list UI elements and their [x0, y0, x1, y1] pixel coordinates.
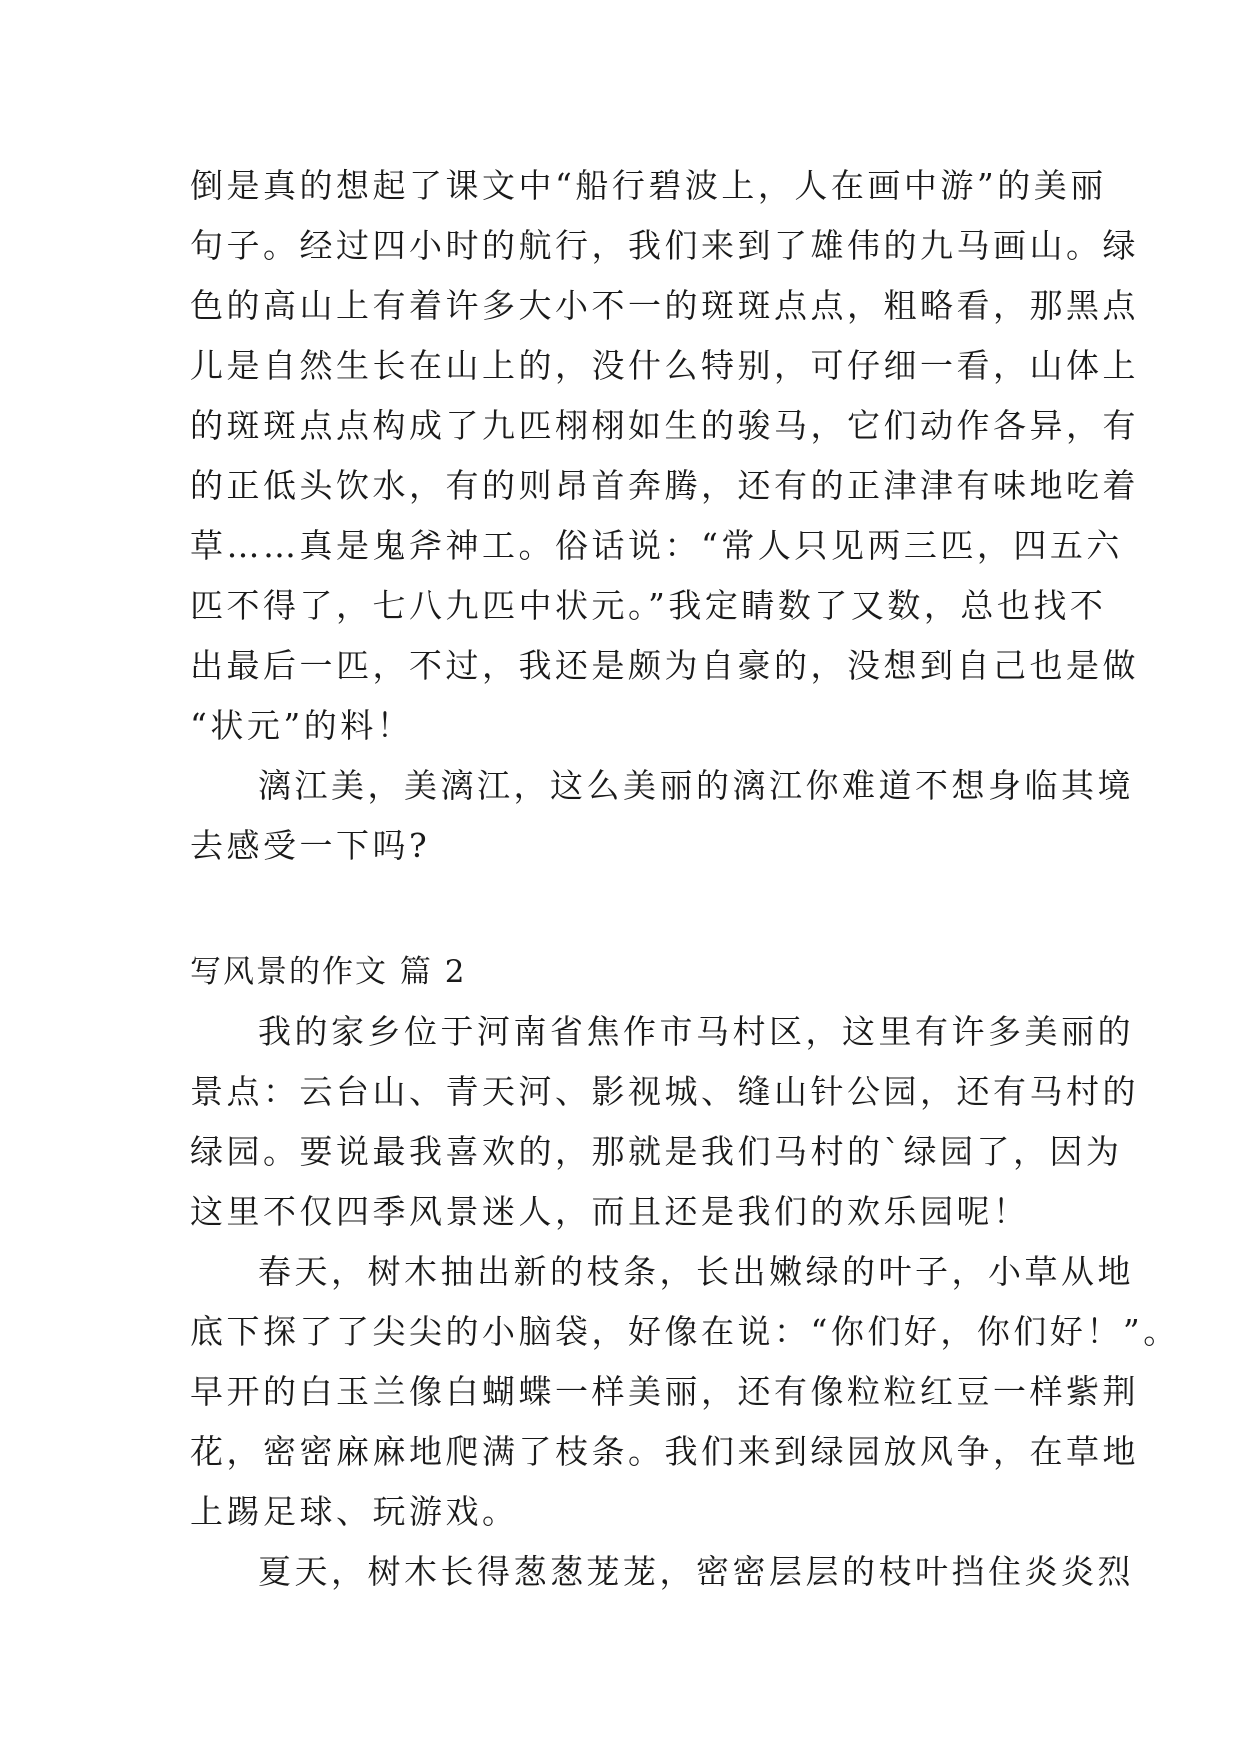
paragraph-line: 上踢足球、玩游戏。	[190, 1492, 519, 1531]
section-heading: 写风景的作文 篇 2	[190, 954, 467, 990]
text-line: 倒是真的想起了课文中“船行碧波上，人在画中游”的美丽	[190, 166, 1107, 205]
paragraph-line: 夏天，树木长得葱葱茏茏，密密层层的枝叶挡住炎炎烈	[258, 1552, 1134, 1591]
paragraph-line: 花，密密麻麻地爬满了枝条。我们来到绿园放风争，在草地	[190, 1432, 1139, 1471]
paragraph-line: 绿园。要说最我喜欢的，那就是我们马村的`绿园了，因为	[190, 1132, 1123, 1171]
text-line: 儿是自然生长在山上的，没什么特别，可仔细一看，山体上	[190, 346, 1139, 385]
text-line: 出最后一匹，不过，我还是颇为自豪的，没想到自己也是做	[190, 646, 1139, 685]
paragraph-line: 底下探了了尖尖的小脑袋，好像在说：“你们好，你们好！”。	[190, 1312, 1180, 1351]
paragraph-line: 早开的白玉兰像白蝴蝶一样美丽，还有像粒粒红豆一样紫荆	[190, 1372, 1139, 1411]
text-line: 色的高山上有着许多大小不一的斑斑点点，粗略看，那黑点	[190, 286, 1139, 325]
document-body	[190, 156, 1180, 1602]
section-gap	[190, 876, 1070, 942]
closing-paragraph-line: 漓江美，美漓江，这么美丽的漓江你难道不想身临其境	[258, 766, 1134, 805]
paragraph-line: 我的家乡位于河南省焦作市马村区，这里有许多美丽的	[258, 1012, 1134, 1051]
text-line: “状元”的料！	[190, 706, 414, 745]
text-line: 匹不得了，七八九匹中状元。”我定睛数了又数，总也找不	[190, 586, 1107, 625]
paragraph-line: 这里不仅四季风景迷人，而且还是我们的欢乐园呢！	[190, 1192, 1030, 1231]
text-line: 的斑斑点点构成了九匹栩栩如生的骏马，它们动作各异，有	[190, 406, 1139, 445]
paragraph-line: 景点：云台山、青天河、影视城、缝山针公园，还有马村的	[190, 1072, 1139, 1111]
text-line: 的正低头饮水，有的则昂首奔腾，还有的正津津有味地吃着	[190, 466, 1139, 505]
paragraph-line: 春天，树木抽出新的枝条，长出嫩绿的叶子，小草从地	[258, 1252, 1134, 1291]
text-line: 草……真是鬼斧神工。俗话说：“常人只见两三匹，四五六	[190, 526, 1123, 565]
closing-paragraph-line: 去感受一下吗?	[190, 826, 431, 865]
text-line: 句子。经过四小时的航行，我们来到了雄伟的九马画山。绿	[190, 226, 1139, 265]
